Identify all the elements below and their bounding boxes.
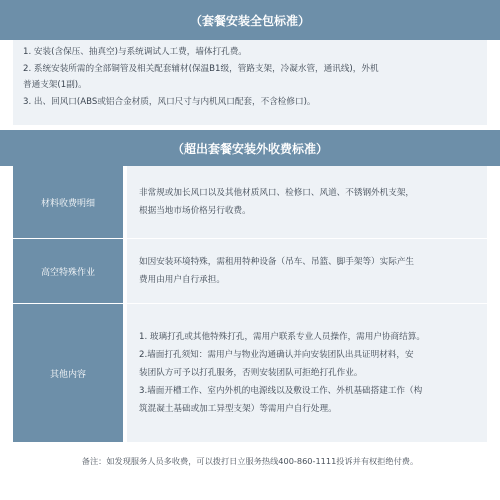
- package-item: 2. 系统安装所需的全部铜管及相关配套辅材(保温B1级，管路支架，冷凝水管，通讯线)，外机: [23, 63, 379, 74]
- package-item: 1. 安装(含保压、抽真空)与系统调试人工费，墙体打孔费。: [23, 47, 247, 57]
- fee-line: 如因安装环境特殊，需租用特种设备（吊车、吊篮、脚手架等）实际产生: [139, 257, 415, 267]
- fee-line: 筑混凝土基础或加工异型支架）等需用户自行处理。: [139, 404, 337, 414]
- fee-content-high-altitude: [127, 239, 487, 303]
- package-contents: [13, 40, 487, 125]
- fee-line: 2.墙面打孔须知：需用户与物业沟通确认并向安装团队出具证明材料，安: [139, 350, 414, 360]
- package-item: 普通支架(1副)。: [23, 80, 87, 90]
- fee-content-materials: [127, 166, 487, 238]
- package-item: 3. 出、回风口(ABS或铝合金材质，风口尺寸与内机风口配套，不含检修口)。: [23, 96, 316, 107]
- fee-label-materials: 材料收费明细: [13, 166, 127, 238]
- fee-row-materials: [13, 166, 487, 239]
- fee-line: 装团队方可予以打孔服务，否则安装团队可拒绝打孔作业。: [139, 368, 363, 378]
- fee-line: 非常规或加长风口以及其他材质风口、检修口、风道、不锈钢外机支架，: [139, 188, 415, 198]
- extra-fee-table: [13, 166, 487, 443]
- fee-row-high-altitude: [13, 239, 487, 304]
- package-title-bar: [0, 0, 500, 40]
- fee-line: 费用由用户自行承担。: [139, 275, 225, 285]
- fee-line: 1. 玻璃打孔或其他特殊打孔，需用户联系专业人员操作，需用户协商结算。: [139, 332, 425, 342]
- fee-row-other: [13, 304, 487, 443]
- footnote: 备注：如发现服务人员多收费，可以拨打日立服务热线400-860-1111投诉并有权拒绝付费。: [81, 456, 419, 466]
- package-title: （套餐安装全包标准）: [189, 13, 310, 28]
- fee-label-high-altitude: 高空特殊作业: [13, 239, 127, 303]
- extra-fee-title: （超出套餐安装外收费标准）: [171, 141, 328, 156]
- fee-content-other: [127, 304, 487, 442]
- fee-line: 3.墙面开槽工作、室内外机的电源线以及敷设工作、外机基础搭建工作（构: [139, 386, 423, 396]
- extra-fee-title-bar: [0, 130, 500, 166]
- fee-line: 根据当地市场价格另行收费。: [139, 206, 251, 216]
- fee-label-other: 其他内容: [13, 304, 127, 442]
